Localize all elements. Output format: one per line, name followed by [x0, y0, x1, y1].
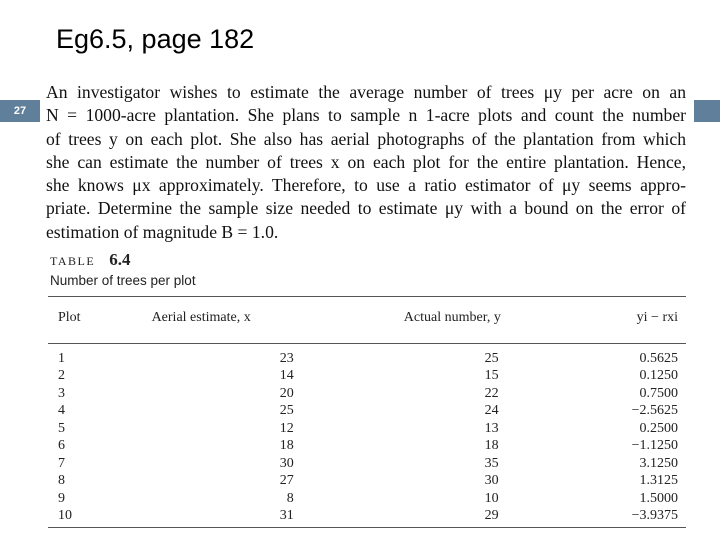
cell-actual: 22 — [484, 385, 499, 401]
trees-table — [48, 296, 686, 528]
cell-aerial: 14 — [279, 368, 294, 384]
cell-residual: 3.1250 — [639, 455, 678, 471]
cell-actual: 30 — [484, 473, 499, 489]
problem-line: An investigator wishes to estimate the average number of trees μy per acre on an — [46, 82, 686, 102]
table-row — [48, 473, 686, 491]
cell-plot: 3 — [58, 385, 65, 401]
problem-line: N = 1000-acre plantation. She plans to sample n 1-acre plots and count the number — [46, 105, 686, 126]
cell-residual: 0.5625 — [639, 350, 678, 366]
cell-aerial: 12 — [279, 420, 294, 436]
table-caption — [50, 250, 130, 270]
cell-residual: 0.7500 — [639, 385, 678, 401]
cell-aerial: 20 — [279, 385, 294, 401]
cell-plot: 5 — [58, 420, 65, 436]
cell-aerial: 31 — [152, 508, 344, 528]
cell-residual: −2.5625 — [631, 403, 678, 419]
table-header-row — [48, 297, 686, 344]
problem-line: she can estimate the number of trees x on each plot for the entire plantation. Hence, — [46, 151, 686, 172]
table-row — [48, 403, 686, 421]
cell-actual: 13 — [484, 420, 499, 436]
table-row — [48, 490, 686, 508]
cell-residual: 1.5000 — [639, 490, 678, 506]
table-row — [48, 368, 686, 386]
table-label: TABLE — [50, 254, 96, 268]
cell-residual: 0.2500 — [639, 420, 678, 436]
header-plot: Plot — [48, 297, 152, 344]
problem-statement — [46, 81, 686, 244]
cell-actual: 35 — [484, 455, 499, 471]
cell-aerial: 25 — [279, 403, 294, 419]
cell-aerial: 18 — [279, 438, 294, 454]
cell-plot: 10 — [48, 508, 152, 528]
cell-residual: 1.3125 — [639, 473, 678, 489]
cell-actual: 25 — [484, 350, 499, 366]
cell-actual: 24 — [484, 403, 499, 419]
problem-line: estimation of magnitude B = 1.0. — [46, 221, 279, 242]
cell-actual: 10 — [484, 490, 499, 506]
table-subtitle: Number of trees per plot — [50, 273, 196, 288]
cell-residual: −1.1250 — [631, 438, 678, 454]
cell-plot: 9 — [58, 490, 65, 506]
table-number: 6.4 — [109, 250, 131, 269]
cell-plot: 4 — [58, 403, 65, 419]
header-actual-number: Actual number, y — [344, 297, 571, 344]
cell-aerial: 8 — [286, 490, 294, 506]
cell-residual: 0.1250 — [639, 368, 678, 384]
cell-residual: −3.9375 — [571, 508, 686, 528]
header-residual: yi − rxi — [571, 297, 686, 344]
cell-plot: 7 — [58, 455, 65, 471]
cell-aerial: 30 — [279, 455, 294, 471]
cell-plot: 6 — [58, 438, 65, 454]
problem-line: she knows μx approximately. Therefore, to use a ratio estimator of μy seems appro- — [46, 175, 686, 196]
cell-actual: 15 — [484, 368, 499, 384]
cell-plot: 2 — [58, 368, 65, 384]
cell-actual: 29 — [344, 508, 571, 528]
table-row — [48, 455, 686, 473]
table-row — [48, 438, 686, 456]
cell-aerial: 27 — [279, 473, 294, 489]
cell-plot: 1 — [58, 350, 65, 366]
table-row — [48, 420, 686, 438]
slide-title: Eg6.5, page 182 — [56, 24, 255, 54]
cell-aerial: 23 — [279, 350, 294, 366]
slide-number: 27 — [0, 100, 40, 122]
cell-actual: 18 — [484, 438, 499, 454]
header-aerial-estimate: Aerial estimate, x — [152, 297, 344, 344]
problem-line: of trees y on each plot. She also has aerial photographs of the plantation from which — [46, 128, 686, 149]
table-row — [48, 508, 686, 528]
problem-line: priate. Determine the sample size needed to estimate μy with a bound on the error of — [46, 198, 686, 219]
cell-plot: 8 — [58, 473, 65, 489]
slide-edge-marker — [694, 100, 720, 122]
table-row — [48, 344, 686, 368]
table-row — [48, 385, 686, 403]
